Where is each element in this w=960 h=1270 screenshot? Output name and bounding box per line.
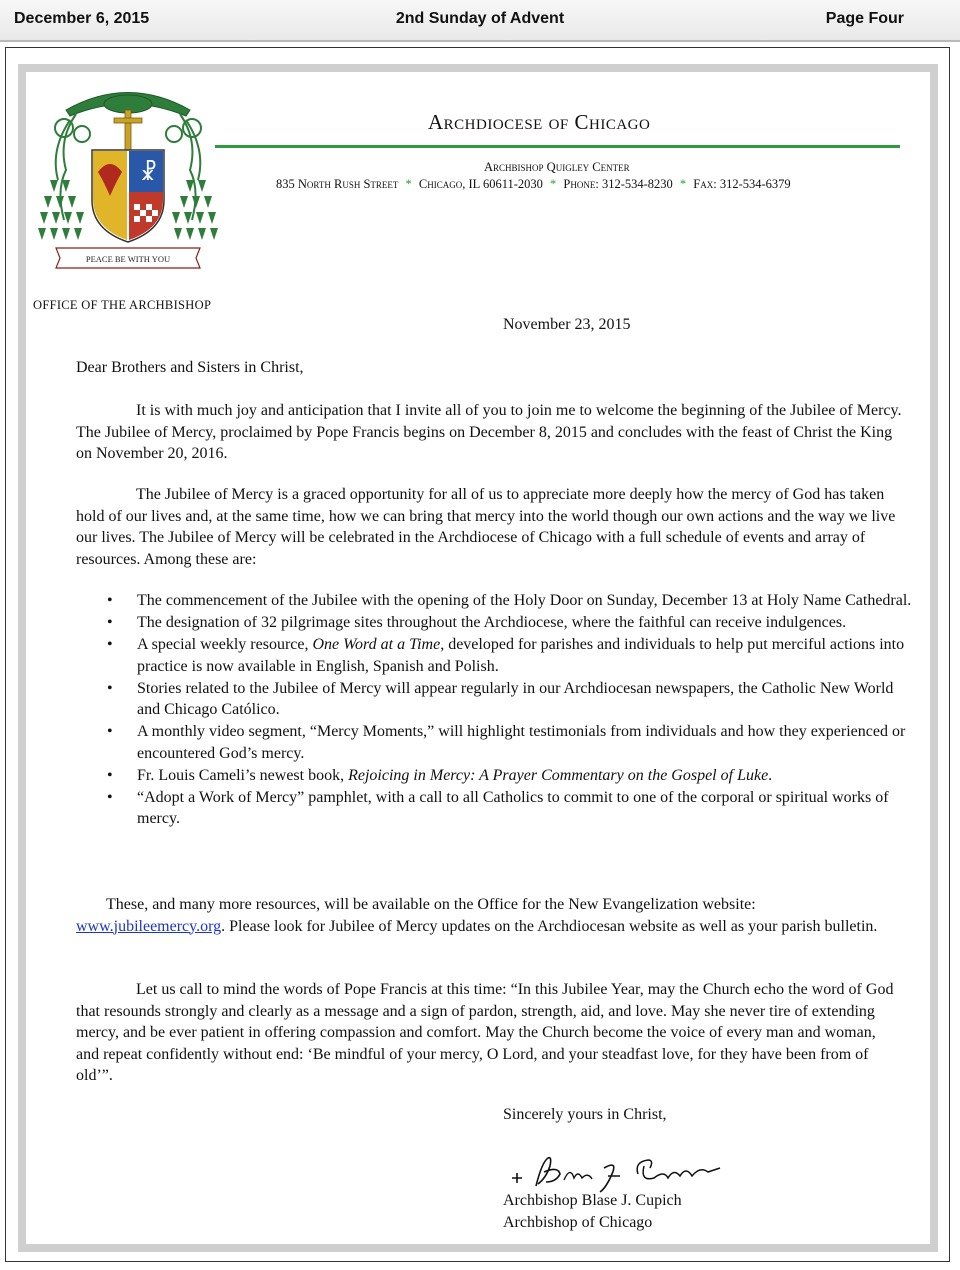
separator: *	[679, 177, 687, 191]
jubilee-website-link[interactable]: www.jubileemercy.org	[76, 917, 222, 935]
resource-title: One Word at a Time	[312, 636, 441, 653]
paragraph-jubilee: The Jubilee of Mercy is a graced opportunity for all of us to appreciate more deeply how the mercy of God has taken hold of our lives and, at the same time, how we can bring that mercy into the world though our own actions and the way we live our lives. The Jubilee of Mercy will be celebrated in the Archdiocese of Chicago with a full schedule of events and array of resources. Among these are:	[76, 486, 896, 568]
coat-of-arms-icon	[36, 80, 220, 270]
paragraph-text: . Please look for Jubilee of Mercy updates on the Archdiocesan website as well as your parish bulletin.	[221, 917, 878, 935]
center-name: Archbishop Quigley Center	[484, 160, 630, 174]
address-line	[276, 177, 791, 192]
signer-name: Archbishop Blase J. Cupich	[503, 1192, 682, 1209]
signer-title: Archbishop of Chicago	[503, 1213, 653, 1231]
bulletin-header	[0, 0, 960, 42]
list-item: • Stories related to the Jubilee of Mercy will appear regularly in our Archdiocesan newspapers, the Catholic New World and Chicago Católico.	[137, 678, 917, 721]
signature-icon	[508, 1152, 723, 1194]
signer-block	[503, 1190, 682, 1233]
separator: *	[405, 177, 412, 191]
city-address: Chicago, IL 60611-2030	[418, 177, 543, 191]
list-item-text: Fr. Louis Cameli’s newest book,	[137, 766, 349, 784]
list-item: • A monthly video segment, “Mercy Moments,” will highlight testimonials from individuals and how they experienced or encountered God’s mercy.	[137, 721, 917, 764]
book-title: Rejoicing in Mercy: A Prayer Commentary on the Gospel of Luke	[348, 766, 769, 784]
list-item-text: .	[768, 766, 773, 784]
list-item-text: , developed for parishes and individuals to help put merciful actions into practice is now available in English, Spanish and Polish.	[137, 636, 905, 675]
paragraph-text: These, and many more resources, will be available on the Office for the New Evangelization website:	[106, 896, 756, 913]
letter-date: November 23, 2015	[503, 316, 631, 333]
svg-text:☧: ☧	[140, 161, 158, 186]
closing: Sincerely yours in Christ,	[503, 1106, 667, 1123]
bulletin-date: December 6, 2015	[14, 10, 150, 27]
separator: *	[550, 177, 557, 191]
resource-list	[137, 590, 917, 830]
list-item: • The commencement of the Jubilee with the opening of the Holy Door on Sunday, December 13 at Holy Name Cathedral.	[137, 590, 917, 612]
list-item: • The designation of 32 pilgrimage sites throughout the Archdiocese, where the faithful can receive indulgences.	[137, 612, 917, 634]
header-divider	[215, 145, 900, 148]
paragraph-intro: It is with much joy and anticipation that I invite all of you to join me to welcome the beginning of the Jubilee of Mercy. The Jubilee of Mercy, proclaimed by Pope Francis begins on December 8, 2015 and concludes with the feast of Christ the King on November 20, 2016.	[76, 402, 902, 462]
motto-text: PEACE BE WITH YOU	[85, 254, 171, 264]
salutation: Dear Brothers and Sisters in Christ,	[76, 359, 304, 376]
paragraph-resources	[76, 894, 902, 937]
archdiocese-title: Archdiocese of Chicago	[428, 110, 651, 134]
page-number: Page Four	[825, 10, 904, 27]
list-item: • “Adopt a Work of Mercy” pamphlet, with a call to all Catholics to commit to one of the corporal or spiritual works of mercy.	[137, 787, 917, 830]
street-address: 835 North Rush Street	[276, 177, 399, 191]
paragraph-quote: Let us call to mind the words of Pope Francis at this time: “In this Jubilee Year, may the Church echo the word of God that resounds strongly and clearly as a message and a sign of pardon, strength, aid, and love. May she never tire of extending mercy, and be ever patient in offering compassion and comfort. May the Church become the voice of every man and woman, and repeat confidently without end: ‘Be mindful of your mercy, O Lord, and your steadfast love, for they have been from of old’”.	[76, 981, 894, 1084]
office-label: OFFICE OF THE ARCHBISHOP	[33, 298, 212, 312]
fax-number: Fax: 312-534-6379	[693, 177, 791, 191]
list-item	[137, 634, 917, 677]
list-item	[137, 765, 917, 787]
bulletin-title: 2nd Sunday of Advent	[395, 10, 565, 27]
list-item-text: A special weekly resource,	[137, 636, 313, 653]
phone-number: Phone: 312-534-8230	[563, 177, 673, 191]
